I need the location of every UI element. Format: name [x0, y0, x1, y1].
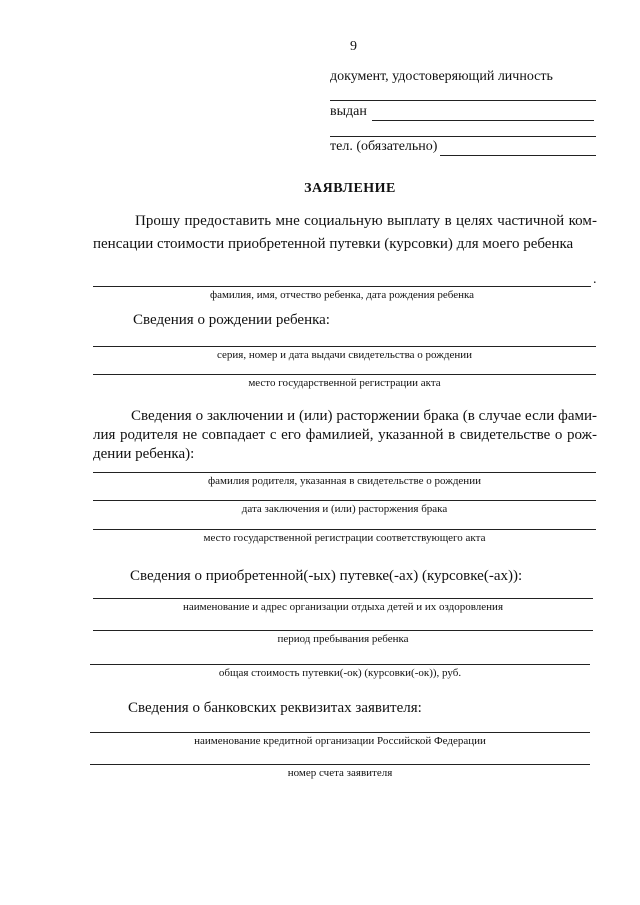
child-name-caption: фамилия, имя, отчество ребенка, дата рождения ребенка — [209, 289, 475, 301]
id-document-line — [330, 100, 596, 101]
issued-label: выдан — [330, 104, 367, 119]
parent-surname-caption: фамилия родителя, указанная в свидетельстве о рождении — [208, 475, 481, 487]
stay-period-caption: период пребывания ребенка — [277, 633, 409, 645]
bank-heading: Сведения о банковских реквизитах заявителя: — [128, 700, 422, 716]
intro-end-mark: . — [593, 272, 597, 287]
phone-line — [440, 155, 596, 156]
voucher-organization-caption: наименование и адрес организации отдыха детей и их оздоровления — [183, 601, 503, 613]
marriage-line-2: лия родителя не совпадает с его фамилией, указанной в свидетельстве о рож- — [93, 427, 597, 443]
parent-surname-line — [93, 472, 596, 473]
page-number: 9 — [350, 39, 357, 54]
marriage-date-line — [93, 500, 596, 501]
marriage-date-caption: дата заключения и (или) расторжения брака — [241, 503, 448, 515]
marriage-registration-caption: место государственной регистрации соответствующего акта — [203, 532, 486, 544]
birth-heading: Сведения о рождении ребенка: — [133, 312, 330, 328]
phone-label: тел. (обязательно) — [330, 139, 438, 154]
bank-name-caption: наименование кредитной организации Российской Федерации — [194, 735, 486, 747]
birth-certificate-caption: серия, номер и дата выдачи свидетельства о рождении — [216, 349, 473, 361]
intro-line-1: Прошу предоставить мне социальную выплату в целях частичной ком- — [135, 213, 597, 229]
account-number-line — [90, 764, 590, 765]
voucher-cost-caption: общая стоимость путевки(-ок) (курсовки(-ок)), руб. — [218, 667, 462, 679]
document-title: ЗАЯВЛЕНИЕ — [304, 181, 396, 196]
voucher-organization-line — [93, 598, 593, 599]
stay-period-line — [93, 630, 593, 631]
bank-name-line — [90, 732, 590, 733]
issued-line-2 — [330, 136, 596, 137]
intro-line-2: пенсации стоимости приобретенной путевки (курсовки) для моего ребенка — [93, 236, 574, 252]
account-number-caption: номер счета заявителя — [287, 767, 393, 779]
id-document-label: документ, удостоверяющий личность — [330, 69, 553, 84]
birth-registration-line — [93, 374, 596, 375]
issued-line — [372, 120, 594, 121]
birth-certificate-line — [93, 346, 596, 347]
marriage-registration-line — [93, 529, 596, 530]
marriage-line-1: Сведения о заключении и (или) расторжении брака (в случае если фами- — [131, 408, 597, 424]
birth-registration-caption: место государственной регистрации акта — [248, 377, 441, 389]
voucher-cost-line — [90, 664, 590, 665]
child-name-line — [93, 286, 591, 287]
voucher-heading: Сведения о приобретенной(-ых) путевке(-ах) (курсовке(-ах)): — [130, 568, 523, 584]
marriage-line-3: дении ребенка): — [93, 446, 195, 462]
